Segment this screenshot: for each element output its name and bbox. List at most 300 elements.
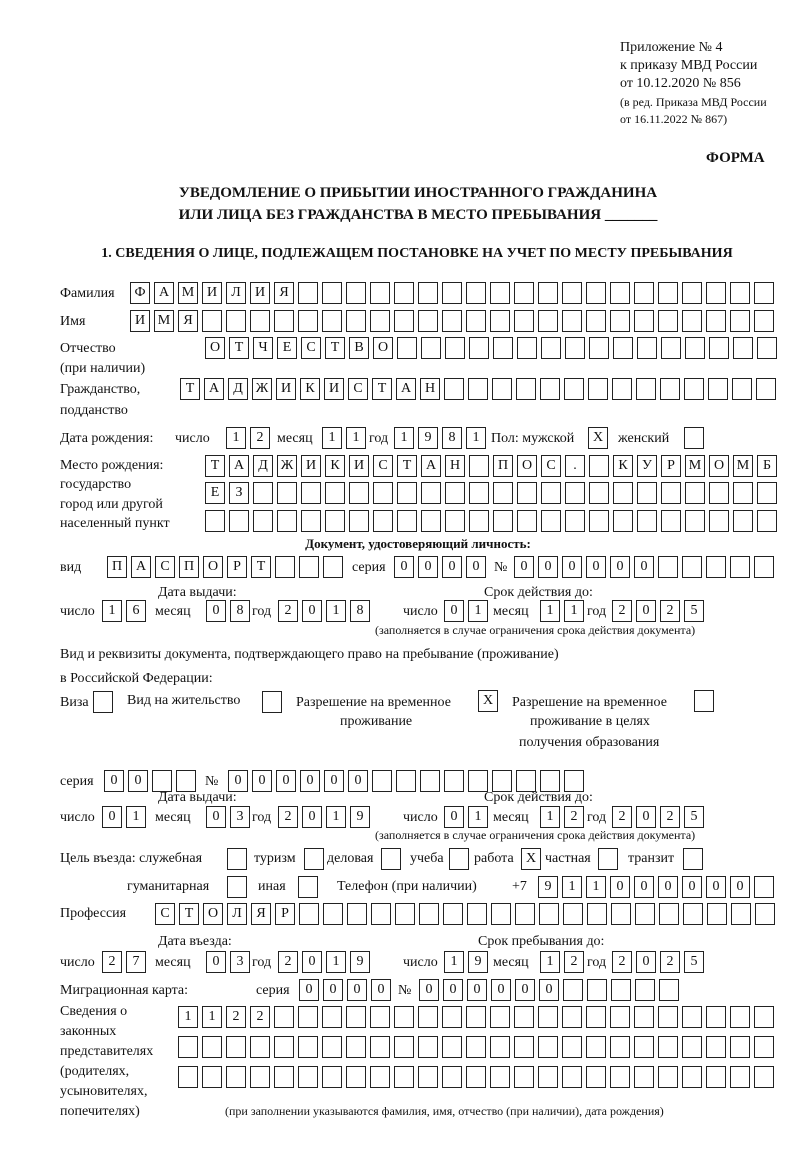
char-cell[interactable] [586,1006,606,1028]
char-cell[interactable] [562,1066,582,1088]
right-issue-year-cells[interactable] [278,806,374,828]
purpose-humanitarian-checkbox[interactable] [227,876,251,898]
char-cell[interactable]: 1 [562,876,582,898]
id-valid-day-cells[interactable] [444,600,492,622]
char-cell[interactable] [250,1066,270,1088]
char-cell[interactable] [491,903,511,925]
char-cell[interactable] [325,482,345,504]
char-cell[interactable]: З [229,482,249,504]
char-cell[interactable]: 0 [324,770,344,792]
char-cell[interactable] [517,337,537,359]
char-cell[interactable] [637,510,657,532]
char-cell[interactable]: 1 [468,600,488,622]
char-cell[interactable] [226,1036,246,1058]
char-cell[interactable] [346,310,366,332]
char-cell[interactable] [449,848,469,870]
char-cell[interactable]: 2 [612,806,632,828]
char-cell[interactable] [274,310,294,332]
char-cell[interactable] [565,337,585,359]
char-cell[interactable] [541,337,561,359]
pob-line-3-cells[interactable] [205,510,781,532]
char-cell[interactable] [589,455,609,477]
residence-permit-checkbox[interactable] [262,691,286,713]
char-cell[interactable] [277,510,297,532]
char-cell[interactable] [733,337,753,359]
char-cell[interactable]: О [709,455,729,477]
purpose-private-checkbox[interactable] [598,848,622,870]
char-cell[interactable] [755,903,775,925]
char-cell[interactable] [706,310,726,332]
char-cell[interactable]: Я [251,903,271,925]
char-cell[interactable]: 0 [730,876,750,898]
char-cell[interactable]: 0 [394,556,414,578]
char-cell[interactable] [538,1066,558,1088]
char-cell[interactable] [635,979,655,1001]
char-cell[interactable] [754,1006,774,1028]
char-cell[interactable] [730,1006,750,1028]
char-cell[interactable] [589,337,609,359]
profession-cells[interactable] [155,903,779,925]
purpose-business-checkbox[interactable] [381,848,405,870]
char-cell[interactable] [709,482,729,504]
char-cell[interactable] [227,848,247,870]
char-cell[interactable] [442,282,462,304]
char-cell[interactable] [250,1036,270,1058]
char-cell[interactable] [444,378,464,400]
char-cell[interactable] [419,903,439,925]
right-valid-day-cells[interactable] [444,806,492,828]
char-cell[interactable] [490,1006,510,1028]
char-cell[interactable] [562,1036,582,1058]
char-cell[interactable] [418,310,438,332]
char-cell[interactable]: 2 [278,600,298,622]
char-cell[interactable] [754,1036,774,1058]
right-valid-year-cells[interactable] [612,806,708,828]
char-cell[interactable] [564,378,584,400]
char-cell[interactable] [298,876,318,898]
char-cell[interactable]: Т [179,903,199,925]
char-cell[interactable]: 0 [348,770,368,792]
char-cell[interactable] [394,310,414,332]
char-cell[interactable] [589,510,609,532]
char-cell[interactable]: 1 [540,806,560,828]
char-cell[interactable]: 1 [394,427,414,449]
char-cell[interactable] [706,1066,726,1088]
char-cell[interactable] [469,455,489,477]
char-cell[interactable]: Я [178,310,198,332]
char-cell[interactable]: Д [253,455,273,477]
char-cell[interactable] [490,310,510,332]
char-cell[interactable] [757,337,777,359]
purpose-other-checkbox[interactable] [298,876,322,898]
char-cell[interactable]: 2 [660,600,680,622]
char-cell[interactable]: П [179,556,199,578]
char-cell[interactable] [610,282,630,304]
char-cell[interactable]: 0 [610,876,630,898]
char-cell[interactable]: К [300,378,320,400]
char-cell[interactable] [706,1036,726,1058]
char-cell[interactable] [93,691,113,713]
char-cell[interactable] [514,1006,534,1028]
char-cell[interactable]: 0 [682,876,702,898]
right-valid-month-cells[interactable] [540,806,588,828]
char-cell[interactable] [262,691,282,713]
char-cell[interactable]: 1 [468,806,488,828]
char-cell[interactable] [538,1036,558,1058]
char-cell[interactable]: 0 [302,951,322,973]
char-cell[interactable]: 1 [346,427,366,449]
char-cell[interactable] [493,482,513,504]
char-cell[interactable]: 2 [250,1006,270,1028]
char-cell[interactable] [613,337,633,359]
char-cell[interactable] [469,482,489,504]
char-cell[interactable]: А [229,455,249,477]
char-cell[interactable]: А [204,378,224,400]
char-cell[interactable]: X [588,427,608,449]
char-cell[interactable] [322,1006,342,1028]
char-cell[interactable]: 8 [350,600,370,622]
char-cell[interactable] [381,848,401,870]
char-cell[interactable] [298,1006,318,1028]
char-cell[interactable]: 1 [326,951,346,973]
char-cell[interactable] [323,556,343,578]
char-cell[interactable] [731,903,751,925]
phone-cells[interactable] [538,876,778,898]
char-cell[interactable] [514,310,534,332]
char-cell[interactable] [490,1066,510,1088]
purpose-transit-checkbox[interactable] [683,848,707,870]
char-cell[interactable]: А [154,282,174,304]
char-cell[interactable] [563,979,583,1001]
char-cell[interactable] [539,903,559,925]
char-cell[interactable] [562,310,582,332]
char-cell[interactable]: 1 [102,600,122,622]
char-cell[interactable]: 0 [418,556,438,578]
char-cell[interactable] [418,1006,438,1028]
id-valid-month-cells[interactable] [540,600,588,622]
char-cell[interactable] [514,1036,534,1058]
char-cell[interactable] [420,770,440,792]
char-cell[interactable] [659,903,679,925]
char-cell[interactable] [370,1066,390,1088]
char-cell[interactable] [682,1006,702,1028]
char-cell[interactable]: О [205,337,225,359]
char-cell[interactable]: Ж [277,455,297,477]
char-cell[interactable]: И [202,282,222,304]
char-cell[interactable] [637,337,657,359]
char-cell[interactable]: Д [228,378,248,400]
char-cell[interactable]: 0 [515,979,535,1001]
edu-permit-checkbox[interactable] [694,690,718,712]
char-cell[interactable] [421,510,441,532]
char-cell[interactable] [178,1066,198,1088]
char-cell[interactable]: 0 [634,876,654,898]
char-cell[interactable]: Т [397,455,417,477]
char-cell[interactable]: М [154,310,174,332]
char-cell[interactable]: П [107,556,127,578]
char-cell[interactable]: Т [372,378,392,400]
char-cell[interactable] [661,337,681,359]
char-cell[interactable] [658,556,678,578]
char-cell[interactable] [685,337,705,359]
char-cell[interactable] [418,282,438,304]
sex-female-checkbox[interactable] [684,427,708,449]
char-cell[interactable] [563,903,583,925]
char-cell[interactable]: 2 [564,806,584,828]
char-cell[interactable]: 1 [564,600,584,622]
char-cell[interactable] [515,903,535,925]
char-cell[interactable]: 0 [444,806,464,828]
char-cell[interactable]: 0 [228,770,248,792]
id-series-cells[interactable] [394,556,490,578]
char-cell[interactable] [683,848,703,870]
dob-day-cells[interactable] [226,427,274,449]
char-cell[interactable] [202,310,222,332]
char-cell[interactable] [706,282,726,304]
char-cell[interactable] [418,1036,438,1058]
char-cell[interactable]: Н [420,378,440,400]
char-cell[interactable] [612,378,632,400]
char-cell[interactable] [493,510,513,532]
purpose-work-checkbox[interactable] [521,848,545,870]
char-cell[interactable]: К [613,455,633,477]
char-cell[interactable] [322,310,342,332]
char-cell[interactable] [706,1006,726,1028]
char-cell[interactable] [371,903,391,925]
char-cell[interactable]: 0 [371,979,391,1001]
char-cell[interactable] [468,770,488,792]
char-cell[interactable]: . [565,455,585,477]
char-cell[interactable] [611,903,631,925]
char-cell[interactable]: И [324,378,344,400]
char-cell[interactable] [540,770,560,792]
char-cell[interactable] [517,482,537,504]
char-cell[interactable]: 0 [538,556,558,578]
char-cell[interactable] [540,378,560,400]
char-cell[interactable] [346,282,366,304]
char-cell[interactable]: 0 [636,600,656,622]
char-cell[interactable] [370,1006,390,1028]
char-cell[interactable] [277,482,297,504]
char-cell[interactable] [730,282,750,304]
char-cell[interactable] [541,482,561,504]
char-cell[interactable] [682,1066,702,1088]
char-cell[interactable]: 1 [202,1006,222,1028]
char-cell[interactable] [298,1066,318,1088]
char-cell[interactable]: 0 [442,556,462,578]
char-cell[interactable]: 1 [586,876,606,898]
char-cell[interactable] [492,770,512,792]
char-cell[interactable] [469,510,489,532]
char-cell[interactable] [468,378,488,400]
char-cell[interactable] [682,310,702,332]
char-cell[interactable] [514,1066,534,1088]
char-cell[interactable]: Р [227,556,247,578]
char-cell[interactable]: С [301,337,321,359]
char-cell[interactable] [659,979,679,1001]
char-cell[interactable] [372,770,392,792]
char-cell[interactable] [588,378,608,400]
char-cell[interactable]: X [521,848,541,870]
char-cell[interactable]: 2 [102,951,122,973]
char-cell[interactable] [730,1066,750,1088]
char-cell[interactable]: 2 [612,600,632,622]
char-cell[interactable]: 0 [276,770,296,792]
char-cell[interactable] [202,1066,222,1088]
char-cell[interactable]: Р [275,903,295,925]
char-cell[interactable]: 0 [636,806,656,828]
char-cell[interactable]: 2 [612,951,632,973]
char-cell[interactable]: 0 [539,979,559,1001]
char-cell[interactable] [444,770,464,792]
char-cell[interactable]: 1 [178,1006,198,1028]
char-cell[interactable] [202,1036,222,1058]
char-cell[interactable] [466,1036,486,1058]
char-cell[interactable] [587,979,607,1001]
char-cell[interactable]: О [517,455,537,477]
char-cell[interactable] [694,690,714,712]
char-cell[interactable] [467,903,487,925]
char-cell[interactable] [538,310,558,332]
char-cell[interactable] [733,510,753,532]
char-cell[interactable] [565,510,585,532]
char-cell[interactable] [394,1036,414,1058]
char-cell[interactable]: П [493,455,513,477]
char-cell[interactable] [730,556,750,578]
char-cell[interactable]: 1 [466,427,486,449]
char-cell[interactable] [517,510,537,532]
id-valid-year-cells[interactable] [612,600,708,622]
char-cell[interactable] [442,1036,462,1058]
char-cell[interactable] [443,903,463,925]
char-cell[interactable] [706,556,726,578]
char-cell[interactable] [298,310,318,332]
patronymic-cells[interactable] [205,337,781,359]
char-cell[interactable] [611,979,631,1001]
char-cell[interactable] [730,1036,750,1058]
char-cell[interactable] [658,1066,678,1088]
char-cell[interactable]: 1 [444,951,464,973]
char-cell[interactable]: 0 [252,770,272,792]
char-cell[interactable]: 0 [323,979,343,1001]
char-cell[interactable] [445,482,465,504]
char-cell[interactable] [565,482,585,504]
reps-line-1-cells[interactable] [178,1006,778,1028]
char-cell[interactable]: 2 [278,951,298,973]
char-cell[interactable] [610,1006,630,1028]
char-cell[interactable] [586,282,606,304]
char-cell[interactable] [394,1066,414,1088]
char-cell[interactable]: Е [277,337,297,359]
right-issue-month-cells[interactable] [206,806,254,828]
char-cell[interactable] [301,482,321,504]
char-cell[interactable]: 1 [326,806,346,828]
sex-male-checkbox[interactable] [588,427,612,449]
char-cell[interactable]: 6 [126,600,146,622]
char-cell[interactable] [395,903,415,925]
char-cell[interactable]: И [276,378,296,400]
char-cell[interactable] [394,1006,414,1028]
char-cell[interactable]: Т [251,556,271,578]
char-cell[interactable] [349,482,369,504]
char-cell[interactable]: 7 [126,951,146,973]
char-cell[interactable] [373,482,393,504]
char-cell[interactable]: И [250,282,270,304]
char-cell[interactable]: Ж [252,378,272,400]
char-cell[interactable] [754,1066,774,1088]
char-cell[interactable] [562,1006,582,1028]
char-cell[interactable]: Е [205,482,225,504]
char-cell[interactable] [732,378,752,400]
char-cell[interactable]: 0 [347,979,367,1001]
char-cell[interactable] [466,1006,486,1028]
char-cell[interactable] [682,1036,702,1058]
char-cell[interactable]: А [396,378,416,400]
char-cell[interactable] [370,310,390,332]
char-cell[interactable]: 3 [230,806,250,828]
char-cell[interactable] [707,903,727,925]
char-cell[interactable] [754,310,774,332]
dob-year-cells[interactable] [394,427,490,449]
char-cell[interactable]: М [685,455,705,477]
mc-series-cells[interactable] [299,979,395,1001]
char-cell[interactable]: 5 [684,951,704,973]
char-cell[interactable] [421,337,441,359]
char-cell[interactable] [442,1006,462,1028]
char-cell[interactable]: 0 [302,806,322,828]
char-cell[interactable]: О [203,903,223,925]
char-cell[interactable]: Т [205,455,225,477]
char-cell[interactable] [685,510,705,532]
char-cell[interactable] [322,282,342,304]
char-cell[interactable]: О [373,337,393,359]
char-cell[interactable] [634,1036,654,1058]
char-cell[interactable] [564,770,584,792]
char-cell[interactable] [397,337,417,359]
char-cell[interactable]: 1 [326,600,346,622]
char-cell[interactable] [754,876,774,898]
pob-line-2-cells[interactable] [205,482,781,504]
char-cell[interactable]: 0 [419,979,439,1001]
char-cell[interactable] [589,482,609,504]
char-cell[interactable]: М [733,455,753,477]
surname-cells[interactable] [130,282,778,304]
reps-line-2-cells[interactable] [178,1036,778,1058]
char-cell[interactable] [250,310,270,332]
char-cell[interactable]: 0 [491,979,511,1001]
char-cell[interactable]: 5 [684,806,704,828]
char-cell[interactable] [613,510,633,532]
char-cell[interactable]: Т [229,337,249,359]
char-cell[interactable]: 0 [467,979,487,1001]
entry-day-cells[interactable] [102,951,150,973]
char-cell[interactable] [466,1066,486,1088]
char-cell[interactable] [684,378,704,400]
char-cell[interactable] [658,310,678,332]
char-cell[interactable]: У [637,455,657,477]
id-number-cells[interactable] [514,556,778,578]
char-cell[interactable]: 2 [660,951,680,973]
char-cell[interactable] [346,1066,366,1088]
stay-month-cells[interactable] [540,951,588,973]
char-cell[interactable]: 9 [418,427,438,449]
id-kind-cells[interactable] [107,556,347,578]
stay-day-cells[interactable] [444,951,492,973]
id-issue-year-cells[interactable] [278,600,374,622]
entry-month-cells[interactable] [206,951,254,973]
char-cell[interactable] [396,770,416,792]
right-series-cells[interactable] [104,770,200,792]
